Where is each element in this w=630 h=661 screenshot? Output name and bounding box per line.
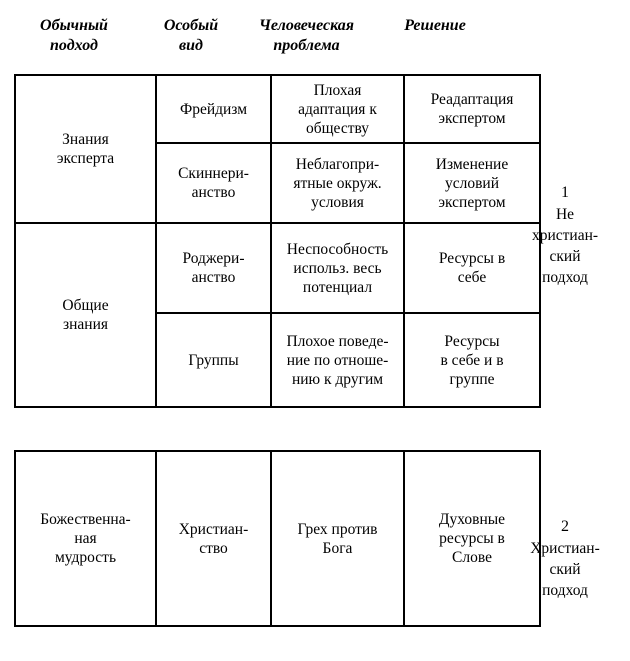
cell-problem-freudianism [271,75,404,143]
problem-line2: ятные окруж. [293,174,382,192]
kind-line1: Христиан- [178,520,249,538]
problem-line1: Грех против [297,520,378,538]
table-christian [14,450,541,627]
kind-line2: анство [191,184,236,201]
approach-line2: ная [74,530,97,547]
cell-approach-divine-wisdom [15,451,156,626]
side-label-christian [506,516,624,601]
column-header-approach [14,16,134,56]
kind-line2: ство [199,539,228,557]
side-label-line3: ский [549,248,581,265]
column-header-solution-line1: Решение [404,17,466,34]
column-header-kind-line2: вид [179,37,203,54]
approach-line2: эксперта [56,150,115,167]
column-header-problem [244,16,369,56]
approach-line1: Божественна- [40,511,131,528]
cell-approach-expert-knowledge [15,75,156,223]
cell-problem-rogerianism [271,223,404,313]
kind-line1: Группы [188,351,239,369]
table-row [15,75,540,143]
column-header-problem-line2: проблема [273,37,340,54]
side-label-number: 1 [561,184,569,201]
problem-line2: Бога [322,539,353,557]
solution-line2: себе [457,269,487,286]
solution-line2: экспертом [438,110,506,127]
solution-line1: Духовные [438,511,506,528]
cell-kind-groups [156,313,271,407]
kind-line1: Фрейдизм [179,100,248,118]
column-header-solution [370,16,500,36]
kind-line1: Роджери- [182,250,245,267]
column-header-kind-line1: Особый [163,17,219,34]
problem-line3: условия [311,193,364,211]
solution-line1: Ресурсы в [438,250,506,267]
cell-problem-christianity [271,451,404,626]
problem-line1: Неблагопри- [295,155,380,173]
approach-line3: мудрость [54,549,117,566]
kind-line2: анство [191,269,236,286]
solution-line3: экспертом [438,193,506,211]
column-headers [14,8,514,68]
column-header-approach-line1: Обычный [40,17,108,34]
solution-line1: Реадаптация [430,91,514,108]
cell-solution-groups [404,313,540,407]
cell-kind-skinnerism [156,143,271,223]
cell-approach-general-knowledge [15,223,156,407]
problem-line2: ние по отноше- [286,351,389,369]
approach-line1: Общие [62,297,109,314]
side-label-line2: ский [549,561,581,578]
problem-line3: нию к другим [291,370,384,388]
column-header-kind [136,16,246,56]
side-label-line1: Христиан- [530,540,600,557]
solution-line3: группе [449,370,495,388]
side-label-non-christian [506,182,624,288]
solution-line2: в себе и в [440,351,504,369]
problem-line2: адаптация к [298,100,377,118]
approach-line2: знания [62,316,109,333]
cell-kind-freudianism [156,75,271,143]
cell-problem-skinnerism [271,143,404,223]
problem-line1: Плохое поведе- [286,332,389,350]
solution-line2: ресурсы в [439,530,505,547]
problem-line2: использ. весь [293,259,382,277]
side-label-line2: христиан- [531,227,599,244]
side-label-number: 2 [561,518,569,535]
solution-line1: Ресурсы [444,332,500,350]
cell-kind-christianity [156,451,271,626]
table-non-christian [14,74,541,408]
problem-line3: обществу [305,119,370,137]
approach-line1: Знания [62,131,109,148]
side-label-line3: подход [542,582,588,599]
column-header-problem-line1: Человеческая [258,17,355,34]
cell-kind-rogerianism [156,223,271,313]
problem-line1: Плохая [313,81,362,99]
side-label-line4: подход [542,269,588,286]
problem-line1: Неспособность [286,240,389,258]
solution-line1: Изменение [435,155,509,173]
cell-solution-freudianism [404,75,540,143]
solution-line3: Слове [452,549,492,566]
table-row [15,451,540,626]
side-label-line1: Не [555,206,575,223]
solution-line2: условий [444,174,500,192]
kind-line1: Скиннери- [178,165,249,182]
table-row [15,223,540,313]
column-header-approach-line2: подход [50,37,98,54]
problem-line3: потенциал [302,278,373,296]
cell-problem-groups [271,313,404,407]
